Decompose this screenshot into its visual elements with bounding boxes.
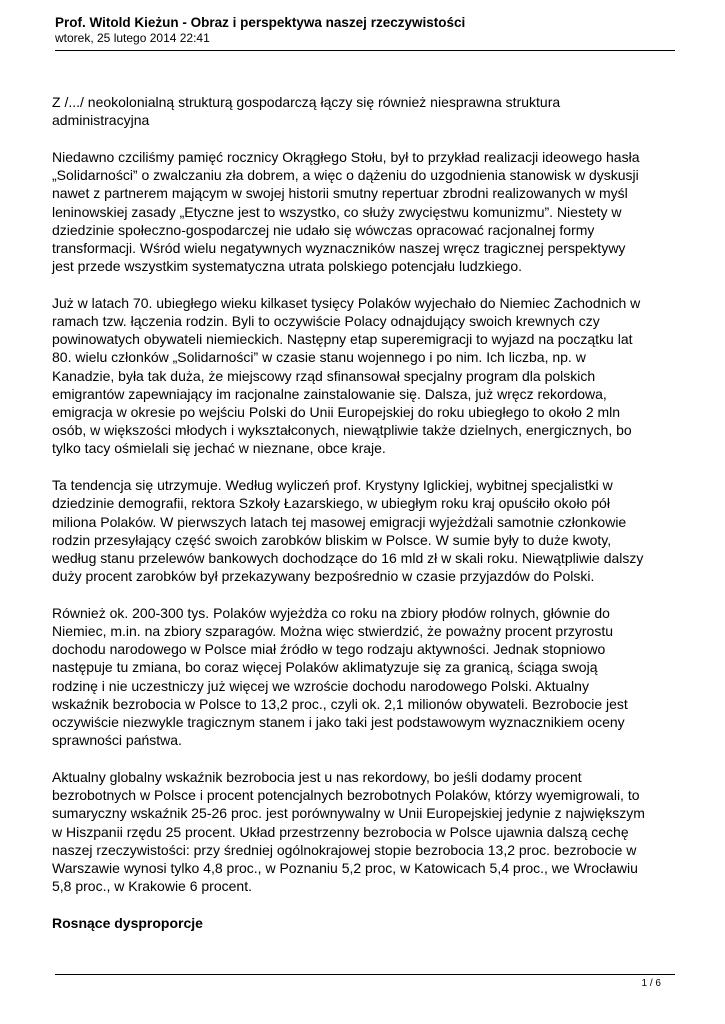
text-line: wskaźnik bezrobocia w Polsce to 13,2 proc., czyli ok. 2,1 milionów obywateli. Bezrobocie jest <box>52 695 628 712</box>
text-line: Niedawno czciliśmy pamięć rocznicy Okrągłego Stołu, był to przykład realizacji ideowego hasła <box>52 148 640 165</box>
text-line: według stanu przelewów bankowych dochodzące do 16 mld zł w skali roku. Niewątpliwie dalszy <box>52 549 644 566</box>
text-line: jest przede wszystkim systematyczna utrata polskiego potencjału ludzkiego. <box>52 258 522 275</box>
text-line: Również ok. 200-300 tys. Polaków wyjeżdża co roku na zbiory płodów rolnych, głównie do <box>52 604 610 621</box>
section-heading: Rosnące dysproporcje <box>52 914 203 931</box>
text-line: w Hiszpanii rzędu 25 procent. Układ przestrzenny bezrobocia w Polsce ujawnia dalszą cechę <box>52 823 629 840</box>
text-line: „Solidarności” o zwalczaniu zła dobrem, a więc o dążeniu do uzgodnienia stanowisk w dyskusji <box>52 167 639 184</box>
text-line: transformacji. Wśród wielu negatywnych wyznaczników naszej wręcz tragicznej perspektywy <box>52 239 626 256</box>
text-line: duży procent zarobków był przekazywany bezpośrednio w czasie przyjazdów do Polski. <box>52 568 595 585</box>
text-line: naszej rzeczywistości: przy średniej ogólnokrajowej stopie bezrobocia 13,2 proc. bezrobocie w <box>52 841 637 858</box>
text-line: Aktualny globalny wskaźnik bezrobocia jest u nas rekordowy, bo jeśli dodamy procent <box>52 769 582 785</box>
text-line: tylko tacy ośmielali się jechać w nieznane, obce kraje. <box>52 440 386 457</box>
text-line: dochodu narodowego w Polsce miał źródło w tego rodzaju aktywności. Jednak stopniowo <box>52 641 606 658</box>
text-line: rodzin przesyłający część swoich zarobków bliskim w Polsce. W sumie były to duże kwoty, <box>52 531 612 548</box>
text-line: bezrobotnych w Polsce i procent potencjalnych bezrobotnych Polaków, którzy wyemigrowali, to <box>52 787 640 804</box>
text-line: powinowatych obywateli niemieckich. Następny etap superemigracji to wyjazd na początku lat <box>52 331 633 348</box>
text-line: Warszawie wynosi tylko 4,8 proc., w Poznaniu 5,2 proc, w Katowicach 5,4 proc., we Wrocławiu <box>52 860 638 877</box>
text-line: następuje tu zmiana, bo coraz więcej Polaków aklimatyzuje się za granicą, ściąga swoją <box>52 659 598 676</box>
footer-divider <box>55 974 675 975</box>
page-header <box>55 14 675 51</box>
text-line: osób, w większości młodych i wykształconych, niewątpliwie także dzielnych, energicznych, bo <box>52 422 632 439</box>
paragraph <box>52 93 677 129</box>
page-number: 1 / 6 <box>641 978 661 989</box>
text-line: emigrantów zapewniający im racjonalne zainstalowanie się. Dalsza, już wręcz rekordowa, <box>52 385 607 402</box>
paragraph <box>52 476 677 585</box>
paragraph <box>52 148 677 275</box>
text-line: emigracja w okresie po wejściu Polski do Unii Europejskiej do roku ubiegłego to około 2 mln <box>52 404 621 421</box>
text-line: miliona Polaków. W pierwszych latach tej masowej emigracji wyjeżdżali samotnie członkowie <box>52 513 627 530</box>
text-line: Niemiec, m.in. na zbiory szparagów. Można więc stwierdzić, że poważny procent przyrostu <box>52 623 613 640</box>
text-line: Ta tendencja się utrzymuje. Według wyliczeń prof. Krystyny Iglickiej, wybitnej specjalistki w <box>52 477 613 494</box>
text-line: rodzinę i nie uczestniczy już więcej we wzroście dochodu narodowego Polski. Aktualny <box>52 677 589 694</box>
text-line: sumaryczny wskaźnik 25-26 proc. jest porównywalny w Unii Europejskiej jedynie z największym <box>52 805 645 822</box>
text-line: leninowskiej zasady „Etyczne jest to wszystko, co służy zwycięstwu komunizmu”. Niestety w <box>52 203 622 220</box>
paragraph <box>52 768 677 895</box>
text-line: administracyjna <box>52 112 150 129</box>
article-body <box>52 93 677 932</box>
text-line: dziedzinie społeczno-gospodarczej nie udało się wówczas opracować racjonalnej formy <box>52 221 595 238</box>
article-title: Prof. Witold Kieżun - Obraz i perspektywa naszej rzeczywistości <box>55 15 466 30</box>
paragraph <box>52 294 677 458</box>
text-line: Kanadzie, była tak duża, że miejscowy rząd sfinansował specjalny program dla polskich <box>52 367 596 384</box>
text-line: Z /.../ neokolonialną strukturą gospodarczą łączy się również niesprawna struktura <box>52 94 561 110</box>
text-line: dziedzinie demografii, rektora Szkoły Łazarskiego, w ubiegłym roku kraj opuściło około pół <box>52 495 610 512</box>
text-line: nawet z partnerem mającym w swojej historii smutny repertuar zbrodni realizowanych w myśl <box>52 185 628 202</box>
text-line: 80. wielu członków „Solidarności” w czasie stanu wojennego i po nim. Ich liczba, np. w <box>52 349 586 366</box>
paragraph <box>52 604 677 750</box>
text-line: sprawności państwa. <box>52 732 182 749</box>
text-line: Już w latach 70. ubiegłego wieku kilkaset tysięcy Polaków wyjechało do Niemiec Zachodnich w <box>52 294 641 311</box>
text-line: 5,8 proc., w Krakowie 6 procent. <box>52 878 252 895</box>
text-line: ramach tzw. łączenia rodzin. Byli to oczywiście Polacy odnajdujący swoich krewnych czy <box>52 313 600 330</box>
text-line: oczywiście niezwykle tragicznym stanem i jako taki jest podstawowym wyznacznikiem oceny <box>52 714 625 731</box>
publication-date: wtorek, 25 lutego 2014 22:41 <box>55 31 210 45</box>
